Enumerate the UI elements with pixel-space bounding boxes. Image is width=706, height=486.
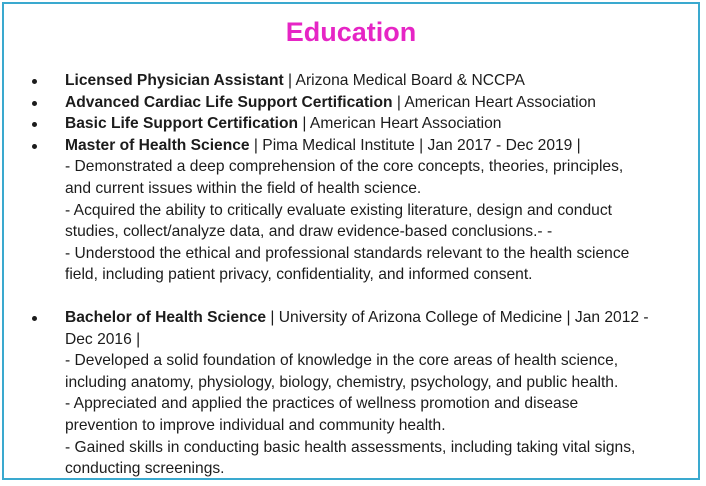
entry-title: Basic Life Support Certification: [65, 115, 299, 133]
entry-detail: | American Heart Association: [392, 93, 596, 111]
list-item: [30, 113, 686, 135]
list-item: [30, 135, 686, 286]
list-item: [30, 92, 686, 114]
entry-description-line: - Acquired the ability to critically evaluate existing literature, design and conduct: [65, 201, 612, 219]
entry-title: Advanced Cardiac Life Support Certification: [65, 93, 393, 111]
entry-detail: | Pima Medical Institute | Jan 2017 - Dec 2019 |: [249, 136, 581, 154]
bullet-icon: [32, 79, 37, 84]
list-item: [30, 70, 686, 92]
entry-description-line: studies, collect/analyze data, and draw evidence-based conclusions.- -: [65, 223, 553, 241]
bullet-icon: [32, 144, 37, 149]
entry-title: Bachelor of Health Science: [65, 308, 267, 326]
entry-title: Master of Health Science: [65, 136, 250, 154]
entry-description-line: - Demonstrated a deep comprehension of the core concepts, theories, principles,: [65, 158, 624, 176]
bullet-icon: [32, 316, 37, 321]
entry-detail: | Arizona Medical Board & NCCPA: [283, 72, 525, 89]
entry-description-line: - Developed a solid foundation of knowledge in the core areas of health science,: [65, 352, 619, 370]
education-list: [30, 70, 686, 480]
entry-description-line: - Appreciated and applied the practices of wellness promotion and disease: [65, 395, 579, 413]
entry-description-line: - Understood the ethical and professional standards relevant to the health science: [65, 244, 630, 262]
entry-description-line: and current issues within the field of health science.: [65, 179, 422, 197]
entry-description-line: - Gained skills in conducting basic health assessments, including taking vital signs,: [65, 438, 636, 456]
entry-title: Licensed Physician Assistant: [65, 72, 284, 89]
entry-detail: | American Heart Association: [298, 115, 502, 133]
entry-detail: | University of Arizona College of Medicine | Jan 2012 -: [266, 308, 649, 326]
entry-description-line: field, including patient privacy, confidentiality, and informed consent.: [65, 266, 533, 284]
entry-description-line: Dec 2016 |: [65, 330, 141, 348]
list-item: [30, 307, 686, 480]
entry-description-line: including anatomy, physiology, biology, chemistry, psychology, and public health.: [65, 373, 619, 391]
entry-description-line: prevention to improve individual and community health.: [65, 416, 446, 434]
bullet-icon: [32, 101, 37, 106]
section-title: Education: [285, 17, 417, 47]
bullet-icon: [32, 122, 37, 127]
education-card: [2, 2, 700, 480]
entry-description-line: conducting screenings.: [65, 460, 225, 478]
